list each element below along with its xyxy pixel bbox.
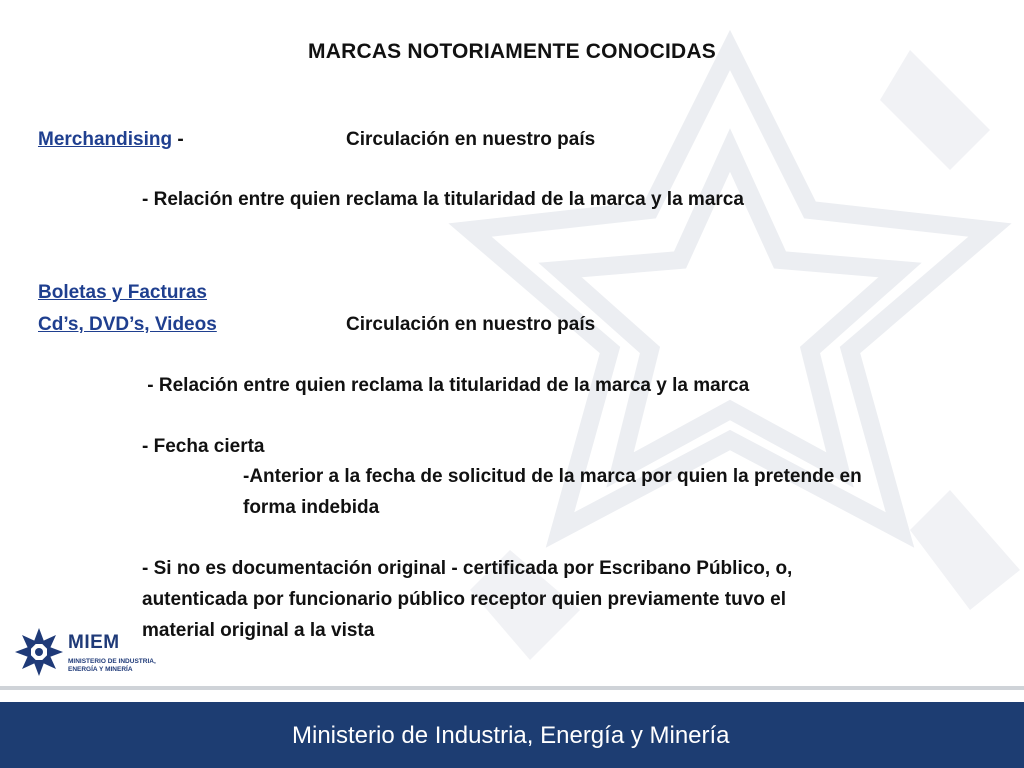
- footer-separator: [0, 686, 1024, 690]
- footer-bar: [0, 702, 1024, 768]
- logo-subtitle-line-1: MINISTERIO DE INDUSTRIA,: [68, 658, 156, 665]
- footer-ministry-name: Ministerio de Industria, Energía y Minería: [292, 722, 730, 749]
- logo-subtitle: [68, 658, 156, 674]
- merchandising-dash: -: [172, 129, 184, 150]
- fecha-cierta: - Fecha cierta: [142, 436, 265, 457]
- merchandising-circulation: Circulación en nuestro país: [346, 129, 596, 150]
- anterior-line-1: -Anterior a la fecha de solicitud de la marca por quien la pretende en: [243, 466, 862, 487]
- cds-relation: - Relación entre quien reclama la titularidad de la marca y la marca: [142, 375, 750, 396]
- anterior-line-2: forma indebida: [243, 497, 380, 518]
- documentacion-line-2: autenticada por funcionario público receptor quien previamente tuvo el: [142, 589, 786, 610]
- logo-name: MIEM: [68, 632, 120, 653]
- merchandising-label: Merchandising: [38, 129, 173, 150]
- documentacion-line-1: - Si no es documentación original - certificada por Escribano Público, o,: [142, 558, 793, 579]
- logo-subtitle-line-2: ENERGÍA Y MINERÍA: [68, 666, 133, 673]
- boletas-label: Boletas y Facturas: [38, 282, 207, 303]
- cds-label: Cd’s, DVD’s, Videos: [38, 314, 217, 335]
- merchandising-row: [38, 128, 184, 152]
- slide-title: MARCAS NOTORIAMENTE CONOCIDAS: [308, 40, 716, 63]
- merchandising-relation: - Relación entre quien reclama la titularidad de la marca y la marca: [142, 189, 744, 210]
- documentacion-line-3: material original a la vista: [142, 620, 375, 641]
- cds-circulation: Circulación en nuestro país: [346, 314, 596, 335]
